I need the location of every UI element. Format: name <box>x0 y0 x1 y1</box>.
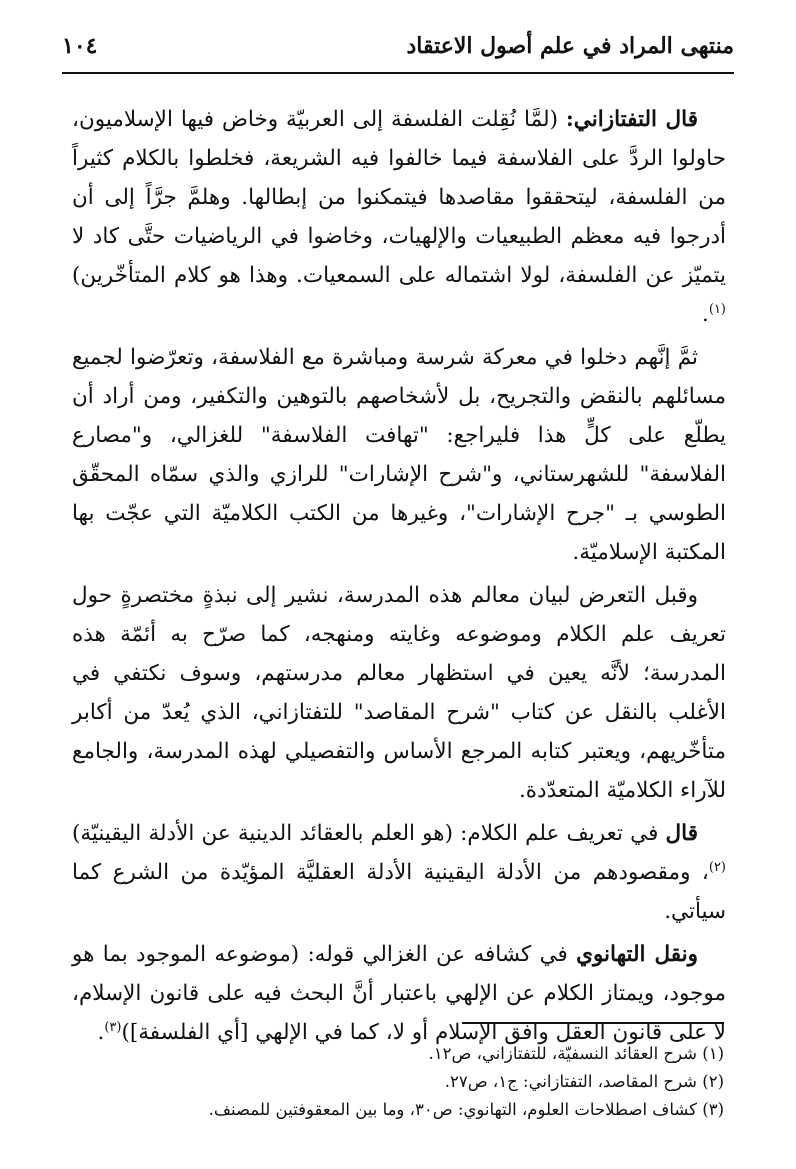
paragraph-tail: ، ومقصودهم من الأدلة اليقينية الأدلة العقليَّة المؤيّدة من الشرع كما سيأتي. <box>72 860 726 924</box>
footnotes <box>72 1040 724 1124</box>
paragraph-tail: . <box>702 302 709 327</box>
footnote: (١) شرح العقائد النسفيّة، للتفتازاني، ص١٢. <box>428 1044 724 1063</box>
paragraph-text: وقبل التعرض لبيان معالم هذه المدرسة، نشير إلى نبذةٍ مختصرةٍ حول تعريف علم الكلام وموضوعه وغايته ومنهجه، كما صرّح به أئمّة هذه المدرسة؛ لأنَّه يعين في استظهار معالم مدرستهم، وسوف نكتفي في الأغلب بالنقل عن كتاب "شرح المقاصد" للتفتازاني، الذي يُعدّ من أكابر متأخّريهم، ويعتبر كتابه المرجع الأساس والتفصيلي لهذه المدرسة، والجامع للآراء الكلاميّة المتعدّدة. <box>72 583 726 803</box>
footnote-separator <box>462 1022 724 1024</box>
paragraph-text: ثمَّ إنَّهم دخلوا في معركة شرسة ومباشرة مع الفلاسفة، وتعرّضوا لجميع مسائلهم بالنقض والتجريح، بل لأشخاصهم بالتوهين والتكفير، ومن أراد أن يطلّع على كلٍّ هذا فليراجع: "تهافت الفلاسفة" للغزالي، و"مصارع الفلاسفة" للشهرستاني، و"شرح الإشارات" للرازي والذي سمّاه المحقّق الطوسي بـ "جرح الإشارات"، وغيرها من الكتب الكلاميّة التي عجّت بها المكتبة الإسلاميّة. <box>72 345 726 565</box>
paragraph-lead: قال التفتازاني: <box>565 107 698 132</box>
footnote: (٢) شرح المقاصد، التفتازاني: ج١، ص٢٧. <box>444 1072 724 1091</box>
footnote-ref: (١) <box>708 301 726 317</box>
paragraph <box>72 814 726 931</box>
paragraph <box>72 935 726 1052</box>
book-title: منتهى المراد في علم أصول الاعتقاد <box>406 33 734 59</box>
page-number: ١٠٤ <box>62 33 98 59</box>
footnote-ref: (٣) <box>104 1019 122 1035</box>
paragraph-lead: قال <box>665 821 698 846</box>
paragraph-tail: . <box>97 1020 105 1045</box>
paragraph-text: في كشافه عن الغزالي قوله: (موضوعه الموجود بما هو موجود، ويمتاز الكلام عن الإلهي باعتبار أنَّ البحث فيه على قانون الإسلام، لا على قانون العقل وافق الإسلام أو لا، كما في الإلهي [أي الفلسفة]) <box>72 942 726 1045</box>
paragraph-text: (لمَّا نُقِلت الفلسفة إلى العربيّة وخاض فيها الإسلاميون، حاولوا الردَّ على الفلاسفة فيما خالفوا فيه الشريعة، فخلطوا بالكلام كثيراً من الفلسفة، ليتحققوا مقاصدها فيتمكنوا من إبطالها. وهلمَّ جرَّاً إلى أن أدرجوا فيه معظم الطبيعيات والإلهيات، وخاضوا في الرياضيات حتَّى كاد لا يتميّز عن الفلسفة، لولا اشتماله على السمعيات. وهذا هو كلام المتأخّرين) <box>72 107 726 288</box>
paragraph-text: في تعريف علم الكلام: (هو العلم بالعقائد الدينية عن الأدلة اليقينيّة) <box>72 821 666 846</box>
paragraph <box>72 338 726 572</box>
running-header <box>62 26 734 74</box>
main-text <box>72 100 726 1052</box>
footnote: (٣) كشاف اصطلاحات العلوم، التهانوي: ص٣٠، وما بين المعقوفتين للمصنف. <box>208 1100 724 1119</box>
paragraph-lead: ونقل التهانوي <box>576 942 698 967</box>
footnote-ref: (٢) <box>708 859 726 875</box>
paragraph <box>72 576 726 810</box>
paragraph <box>72 100 726 334</box>
